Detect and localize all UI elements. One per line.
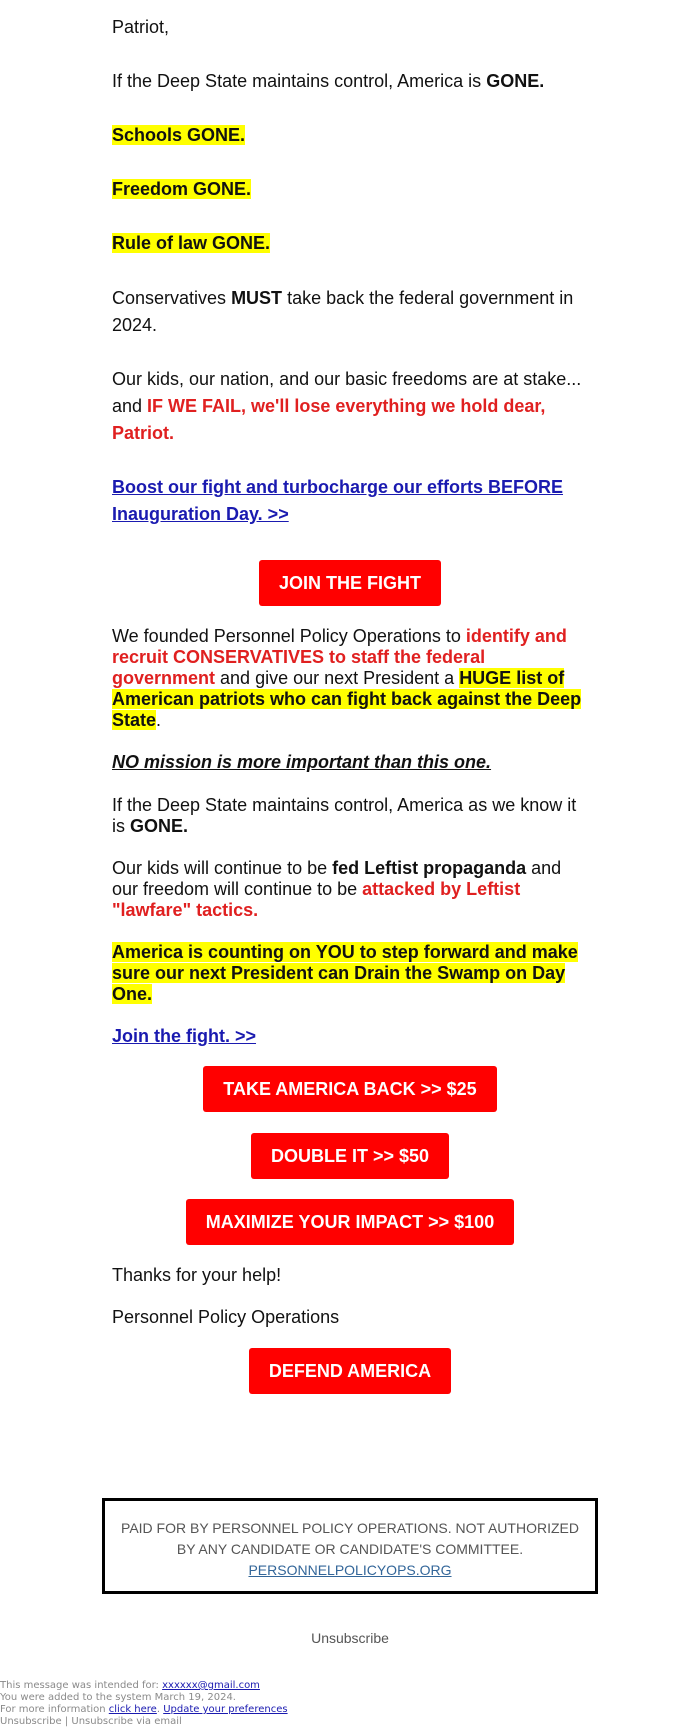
mission-statement: NO mission is more important than this one. xyxy=(112,752,492,772)
disclaimer-line-1: PAID FOR BY PERSONNEL POLICY OPERATIONS. NOT AUTHORIZED xyxy=(121,1520,579,1536)
footer-update-preferences-link[interactable]: Update your preferences xyxy=(163,1704,288,1715)
unsubscribe-link[interactable]: Unsubscribe xyxy=(311,1630,389,1646)
highlight-rule-of-law: Rule of law GONE. xyxy=(112,233,271,253)
footer-intended-line: This message was intended for: xxxxxx@gmail.com xyxy=(0,1680,260,1691)
footer-added-line: You were added to the system March 19, 2024. xyxy=(0,1692,236,1703)
paragraph-gone: If the Deep State maintains control, America is GONE. xyxy=(112,71,545,91)
footer-meta xyxy=(0,1680,288,1728)
footer-email-link[interactable]: xxxxxx@gmail.com xyxy=(162,1680,260,1691)
disclaimer-line-2: BY ANY CANDIDATE OR CANDIDATE'S COMMITTEE. xyxy=(176,1541,524,1557)
paragraph-conservatives: Conservatives MUST take back the federal government in 2024. xyxy=(112,288,574,335)
highlight-counting-on-you: America is counting on YOU to step forward and make sure our next President can Drain the Swamp on Day One. xyxy=(112,942,578,1004)
join-fight-row xyxy=(0,560,700,606)
signature: Personnel Policy Operations xyxy=(112,1307,340,1327)
footer-unsubscribe-line[interactable]: Unsubscribe | Unsubscribe via email xyxy=(0,1716,182,1727)
highlight-schools: Schools GONE. xyxy=(112,125,246,145)
greeting: Patriot, xyxy=(112,17,170,37)
disclaimer-box xyxy=(102,1498,598,1594)
link-join-fight[interactable]: Join the fight. >> xyxy=(112,1026,257,1046)
paragraph-propaganda: Our kids will continue to be fed Leftist propaganda and our freedom will continue to be attacked by Leftist "lawfare" tactics. xyxy=(112,858,562,920)
donate-25-button[interactable]: TAKE AMERICA BACK >> $25 xyxy=(203,1066,496,1112)
highlight-freedom: Freedom GONE. xyxy=(112,179,252,199)
paragraph-deep-state: If the Deep State maintains control, America as we know it is GONE. xyxy=(112,795,577,836)
paragraph-founded: We founded Personnel Policy Operations to identify and recruit CONSERVATIVES to staff the federal government and give our next President a HUGE list of American patriots who can fight back against the Deep State. xyxy=(112,626,582,730)
defend-america-row xyxy=(0,1348,700,1394)
donate-25-row xyxy=(0,1066,700,1112)
link-boost-fight[interactable]: Boost our fight and turbocharge our efforts BEFORE Inauguration Day. >> xyxy=(112,477,563,524)
thanks-text: Thanks for your help! xyxy=(112,1265,282,1285)
join-the-fight-button[interactable]: JOIN THE FIGHT xyxy=(259,560,441,606)
defend-america-button[interactable]: DEFEND AMERICA xyxy=(249,1348,451,1394)
donate-50-button[interactable]: DOUBLE IT >> $50 xyxy=(251,1133,449,1179)
paragraph-stakes: Our kids, our nation, and our basic freedoms are at stake... and IF WE FAIL, we'll lose everything we hold dear, Patriot. xyxy=(112,369,582,443)
footer-more-line: For more information click here. Update your preferences xyxy=(0,1704,288,1715)
donate-50-row xyxy=(0,1133,700,1179)
donate-100-button[interactable]: MAXIMIZE YOUR IMPACT >> $100 xyxy=(186,1199,514,1245)
footer-click-here-link[interactable]: click here xyxy=(108,1704,157,1715)
disclaimer-url-link[interactable]: PERSONNELPOLICYOPS.ORG xyxy=(248,1562,452,1578)
donate-100-row xyxy=(0,1199,700,1245)
